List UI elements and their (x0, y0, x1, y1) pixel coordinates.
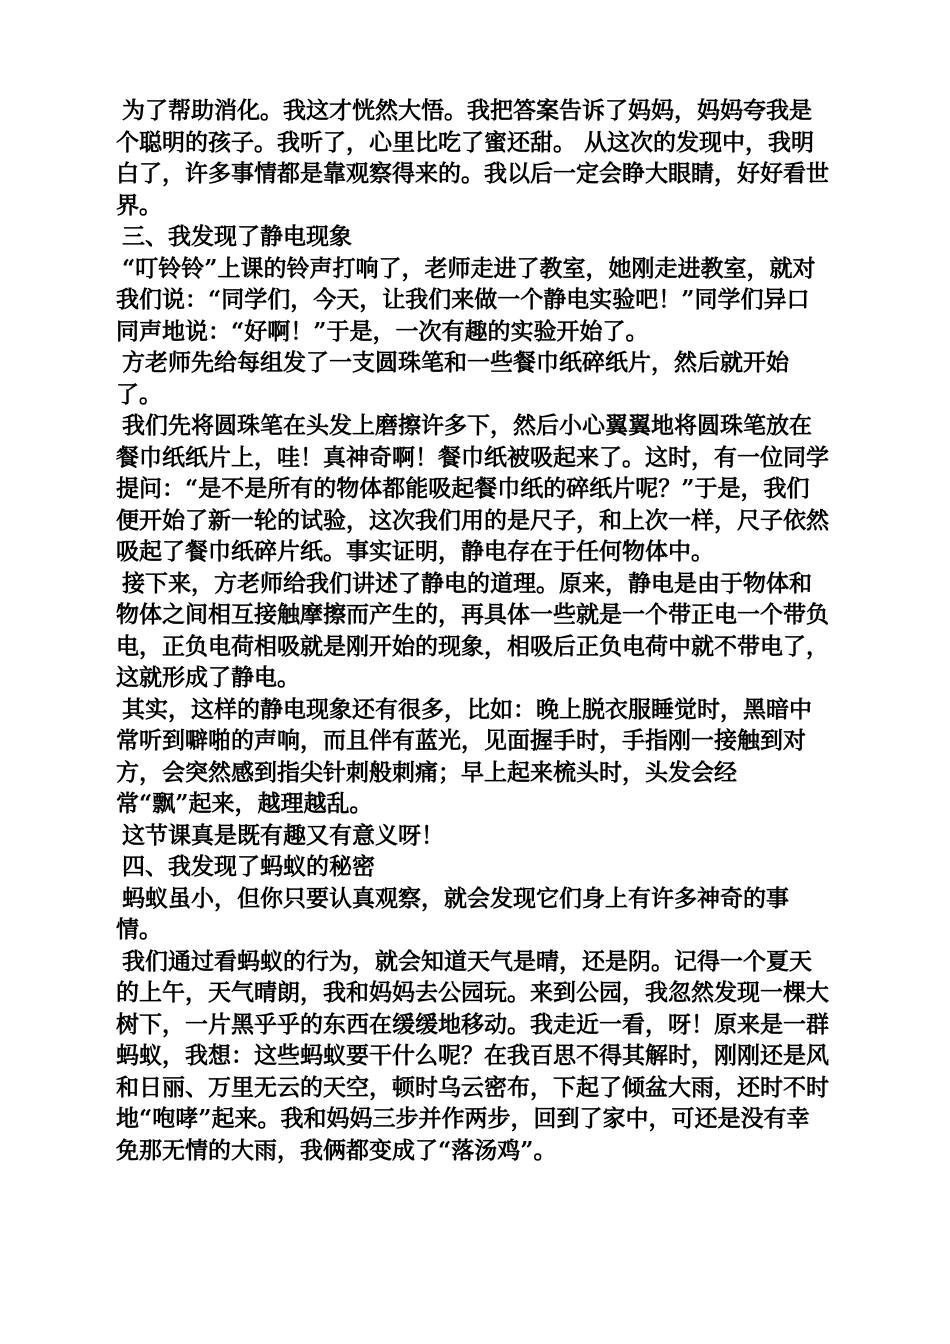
paragraph-explanation: 接下来，方老师给我们讲述了静电的道理。原来，静电是由于物体和物体之间相互接触摩擦而产生的，再具体一些就是一个带正电一个带负电，正负电荷相吸就是刚开始的现象，相吸后正负电荷中就不带电了，这就形成了静电。 (116, 569, 829, 691)
paragraph-ants-weather: 我们通过看蚂蚁的行为，就会知道天气是晴，还是阴。记得一个夏天的上午，天气晴朗，我和妈妈去公园玩。来到公园，我忽然发现一棵大树下，一片黑乎乎的东西在缓缓地移动。我走近一看，呀！原来是一群蚂蚁，我想：这些蚂蚁要干什么呢？在我百思不得其解时，刚刚还是风和日丽、万里无云的天空，顿时乌云密布，下起了倾盆大雨，还时不时地“咆哮”起来。我和妈妈三步并作两步，回到了家中，可还是没有幸免那无情的大雨，我俩都变成了“落汤鸡”。 (116, 947, 829, 1164)
document-body (116, 95, 832, 1166)
paragraph-class-bell: “叮铃铃”上课的铃声打响了，老师走进了教室，她刚走进教室，就对我们说：“同学们，今天，让我们来做一个静电实验吧！”同学们异口同声地说：“好啊！”于是，一次有趣的实验开始了。 (116, 254, 816, 345)
paragraph-lesson-summary: 这节课真是既有趣又有意义呀！ (122, 821, 444, 849)
paragraph-ants-intro: 蚂蚁虽小，但你只要认真观察，就会发现它们身上有许多神奇的事情。 (116, 884, 789, 943)
section-heading-ants: 四、我发现了蚂蚁的秘密 (122, 853, 375, 880)
paragraph-experiment: 我们先将圆珠笔在头发上磨擦许多下，然后小心翼翼地将圆珠笔放在餐巾纸纸片上，哇！真神奇啊！餐巾纸被吸起来了。这时，有一位同学提问：“是不是所有的物体都能吸起餐巾纸的碎纸片呢？”于是，我们便开始了新一轮的试验，这次我们用的是尺子，和上次一样，尺子依然吸起了餐巾纸碎片纸。事实证明，静电存在于任何物体中。 (116, 412, 829, 565)
paragraph-digestion-conclusion: 为了帮助消化。我这才恍然大悟。我把答案告诉了妈妈，妈妈夸我是个聪明的孩子。我听了，心里比吃了蜜还甜。 从这次的发现中，我明白了，许多事情都是靠观察得来的。我以后一定会睁大眼睛，好好看世界。 (116, 97, 829, 219)
section-heading-static-electricity: 三、我发现了静电现象 (122, 223, 352, 250)
paragraph-materials: 方老师先给每组发了一支圆珠笔和一些餐巾纸碎纸片，然后就开始了。 (116, 349, 789, 408)
paragraph-examples: 其实，这样的静电现象还有很多，比如：晚上脱衣服睡觉时，黑暗中常听到噼啪的声响，而且伴有蓝光，见面握手时，手指刚一接触到对方，会突然感到指尖针刺般刺痛；早上起来梳头时，头发会经常“飘”起来，越理越乱。 (116, 695, 812, 817)
